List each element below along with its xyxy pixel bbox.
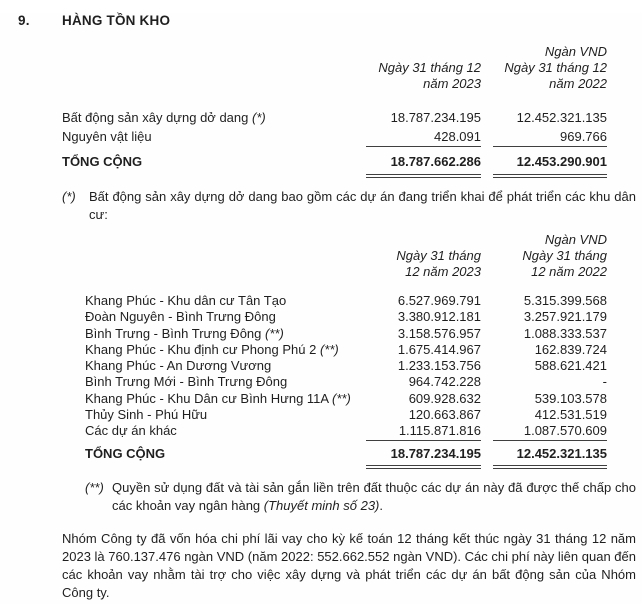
table-row [62,127,607,147]
total-label: TỔNG CỘNG [62,154,143,169]
table2-header-row [85,248,607,280]
table-row [85,293,607,309]
project-label-text: Đoàn Nguyên - Bình Trưng Đông [85,309,276,325]
note-9-inventory-page [0,13,642,604]
value-2023: 609.928.632 [408,390,481,406]
value-2022: 969.766 [493,127,607,147]
item-label [62,108,366,127]
value-2023: 18.787.234.195 [390,110,481,125]
value-2023: 428.091 [366,127,481,147]
footnote-marker: (**) [265,325,284,341]
value-2023: 964.742.228 [408,374,481,390]
projects-table [85,232,607,469]
project-label [85,293,366,309]
project-label [85,423,366,439]
value-2023: 1.675.414.967 [397,341,481,357]
value-2023: 1.233.153.756 [397,358,481,374]
table-row [85,423,607,440]
item-label [62,127,366,146]
project-label-text: Khang Phúc - Khu Dân cư Bình Hưng 11A [85,390,329,406]
note-reference: (Thuyết minh số 23) [263,497,380,513]
project-label [85,391,366,407]
column-header-2023-line1: Ngày 31 tháng [396,248,481,263]
column-header-2022-line2: năm 2022 [549,76,607,91]
inventory-summary-table [62,44,607,178]
project-label [85,342,366,358]
project-label-text: Bình Trưng - Bình Trưng Đông [85,325,262,341]
value-2022: 1.088.333.537 [523,325,607,341]
value-2022: 588.621.421 [534,358,607,374]
total-row [85,441,607,469]
project-label-text: Khang Phúc - Khu dân cư Tân Tạo [85,293,287,308]
value-2023: 6.527.969.791 [397,293,481,308]
footnote-text [112,479,636,515]
column-header-2023 [366,248,481,280]
footnote-marker: (**) [85,479,104,495]
value-2023: 1.115.871.816 [366,423,481,440]
project-label-text: Bình Trưng Mới - Bình Trưng Đông [85,374,288,390]
value-2022: 162.839.724 [534,341,607,357]
section-heading [18,13,642,28]
footnote-text-suffix: . [379,497,384,513]
project-label-text: Các dự án khác [85,423,177,439]
total-row [62,147,607,178]
header-spacer [62,60,366,92]
value-2023: 3.380.912.181 [397,309,481,325]
item-label-text: Nguyên vật liệu [62,129,152,144]
project-label [85,407,366,423]
value-2023: 120.663.867 [408,407,481,423]
footnote-marker: (*) [62,189,76,204]
column-header-2022 [493,60,607,92]
project-label-text: Khang Phúc - Khu định cư Phong Phú 2 [85,341,317,357]
total-2022: 12.452.321.135 [493,441,607,469]
project-label [85,358,366,374]
footnote-asterisk [62,188,636,224]
footnote-marker: (*) [252,110,266,125]
total-2022: 12.453.290.901 [493,147,607,178]
table-row [85,342,607,358]
footnote-marker: (**) [319,341,339,357]
footnote-marker: (**) [332,390,351,406]
table-row [62,108,607,127]
value-2022: - [602,374,607,390]
footnote-text-main: Quyền sử dụng đất và tài sản gắn liền trên đất thuộc các dự án này đã được thế chấp cho các khoản vay ngân hàng [112,479,636,513]
unit-label: Ngàn VND [544,44,607,59]
value-2022: 12.452.321.135 [516,110,607,125]
value-2023: 3.158.576.957 [397,325,481,341]
column-header-2023 [366,60,481,92]
total-2023: 18.787.234.195 [366,441,481,469]
footnote-double-asterisk [85,479,636,515]
column-header-2023-line2: năm 2023 [423,76,481,91]
table-row [85,391,607,407]
table-row [85,326,607,342]
column-header-2023-line1: Ngày 31 tháng 12 [378,60,481,75]
capitalized-interest-paragraph: Nhóm Công ty đã vốn hóa chi phí lãi vay cho kỳ kế toán 12 tháng kết thúc ngày 31 tháng 12 năm 2023 là 760.137.476 ngàn VND (năm 2022: 552.662.552 ngàn VND). Các chi phí này liên quan đến các khoản vay nhằm tài trợ cho việc xây dựng và phát triển các dự án bất động sản của Nhóm Công ty. [62,530,636,600]
table1-header-row [62,60,607,92]
column-header-2022-line1: Ngày 31 tháng 12 [504,60,607,75]
project-label [85,326,366,342]
table-row [85,374,607,390]
total-label: TỔNG CỘNG [85,445,166,461]
value-2022: 3.257.921.179 [523,309,607,325]
table-row [85,358,607,374]
project-label-text: Khang Phúc - An Dương Vương [85,358,272,374]
section-title: HÀNG TỒN KHO [62,13,171,28]
table-row [85,309,607,325]
total-2023: 18.787.662.286 [366,147,481,178]
table-row [85,407,607,423]
column-header-2022-line2: 12 năm 2022 [531,264,607,279]
project-label [85,309,366,325]
column-header-2023-line2: 12 năm 2023 [405,264,481,279]
unit-label: Ngàn VND [544,232,607,247]
section-number: 9. [18,13,30,28]
header-spacer [85,248,366,280]
value-2022: 412.531.519 [534,407,607,423]
footnote-text: Bất động sản xây dựng dở dang bao gồm các dự án đang triển khai để phát triển các khu dân cư: [89,189,636,222]
column-header-2022 [493,248,607,280]
value-2022: 5.315.399.568 [523,293,607,308]
value-2022: 539.103.578 [534,390,607,406]
project-label [85,374,366,390]
value-2022: 1.087.570.609 [493,423,607,440]
column-header-2022-line1: Ngày 31 tháng [522,248,607,263]
item-label-text: Bất động sản xây dựng dở dang [62,110,249,125]
project-label-text: Thủy Sinh - Phú Hữu [85,407,208,423]
